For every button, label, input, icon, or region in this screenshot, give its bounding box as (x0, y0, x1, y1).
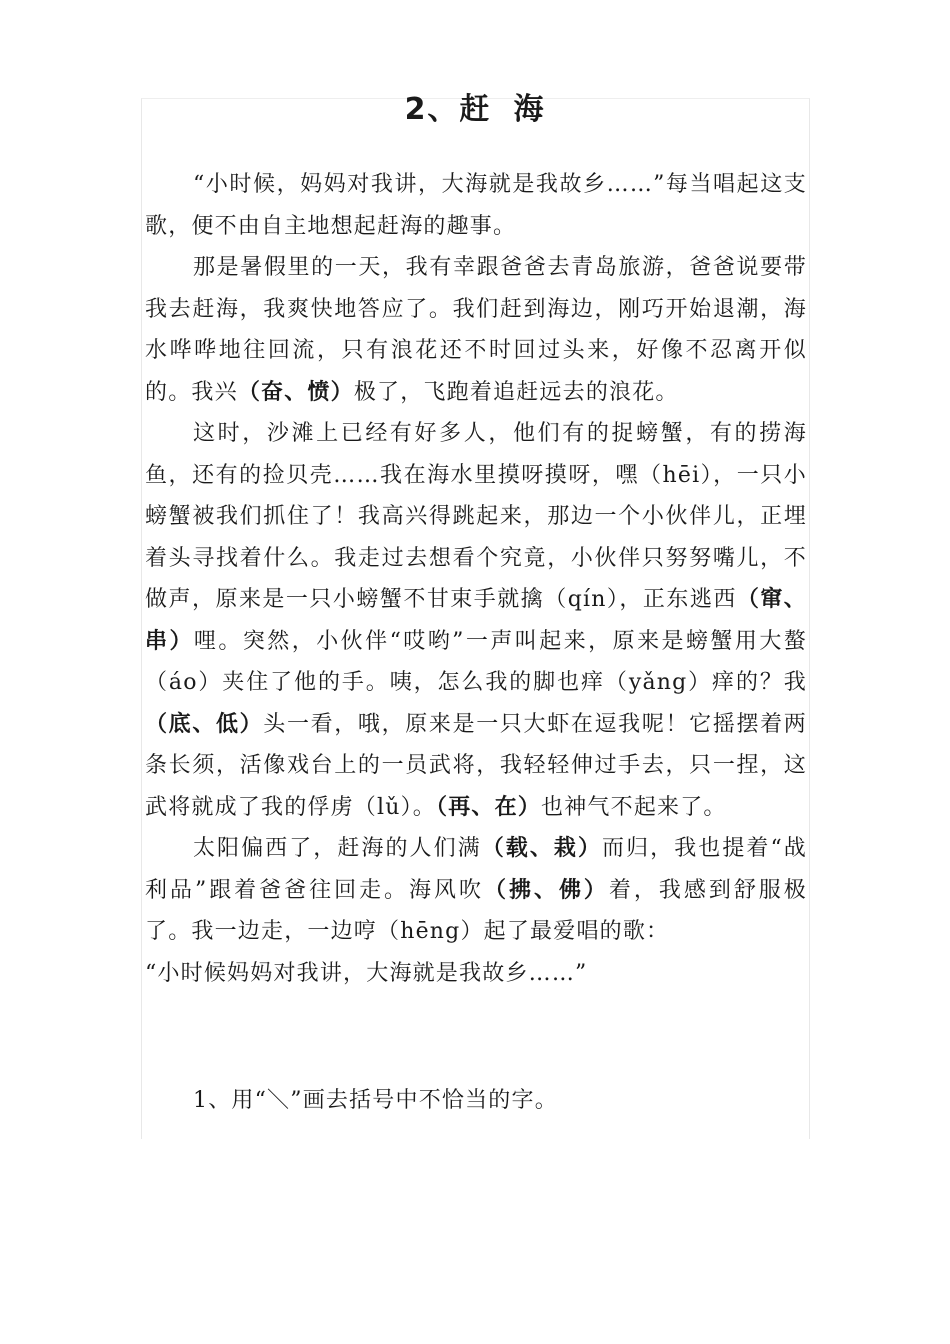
paragraph-text: 而归，我也提着“战利品”跟着爸爸往回走。海风吹 (145, 836, 807, 903)
article-body (145, 164, 807, 994)
paragraph-1 (145, 164, 807, 247)
paragraph-text: 头一看，哦，原来是一只大虾在逗我呢！它摇摆着两条长须，活像戏台上的一员武将，我轻轻伸过手去，只一捏，这武将就成了我的俘虏（lǔ）。 (145, 711, 807, 820)
paragraph-3 (145, 413, 807, 828)
paragraph-text: 这时，沙滩上已经有好多人，他们有的捉螃蟹，有的捞海鱼，还有的捡贝壳……我在海水里摸呀摸呀，嘿（hēi），一只小螃蟹被我们抓住了！我高兴得跳起来，那边一个小伙伴儿，正埋着头寻找着什么。我走过去想看个究竟，小伙伴只努努嘴儿，不做声，原来是一只小螃蟹不甘束手就擒（qín），正东逃西 (145, 421, 807, 612)
article-title (0, 88, 950, 132)
paragraph-text: 太阳偏西了，赶海的人们满 (193, 836, 482, 861)
question-1: 1、用“＼”画去括号中不恰当的字。 (193, 1088, 558, 1113)
paragraph-text: 哩。突然，小伙伴“哎哟”一声叫起来，原来是螃蟹用大螯（áo）夹住了他的手。咦，怎么我的脚也痒（yǎng）痒的？我 (145, 628, 807, 695)
word-choice: （底、低） (145, 711, 264, 737)
paragraph-4 (145, 828, 807, 953)
paragraph-text: 那是暑假里的一天，我有幸跟爸爸去青岛旅游，爸爸说要带我去赶海，我爽快地答应了。我们赶到海边，刚巧开始退潮，海水哗哗地往回流，只有浪花还不时回过头来，好像不忍离开似的。我兴 (145, 255, 807, 405)
word-choice: （奋、愤） (237, 379, 354, 405)
paragraph-5 (145, 953, 807, 995)
paragraph-text: “小时候，妈妈对我讲，大海就是我故乡……”每当唱起这支歌，便不由自主地想起赶海的趣事。 (145, 172, 807, 239)
word-choice: （拂、佛） (484, 877, 609, 903)
paragraph-2 (145, 247, 807, 413)
paragraph-text: “小时候妈妈对我讲，大海就是我故乡……” (145, 960, 588, 986)
paragraph-text: 极了，飞跑着追赶远去的浪花。 (353, 379, 679, 405)
paragraph-text: 也神气不起来了。 (541, 794, 727, 820)
word-choice: （再、在） (436, 794, 542, 820)
paragraph-text: 着，我感到舒服极了。我一边走，一边哼（hēng）起了最爱唱的歌： (145, 877, 807, 944)
title-number: 2、赶 (404, 92, 492, 127)
title-word: 海 (513, 92, 546, 127)
word-choice: （载、栽） (481, 836, 603, 861)
word-choice: （窜、串） (145, 587, 807, 654)
